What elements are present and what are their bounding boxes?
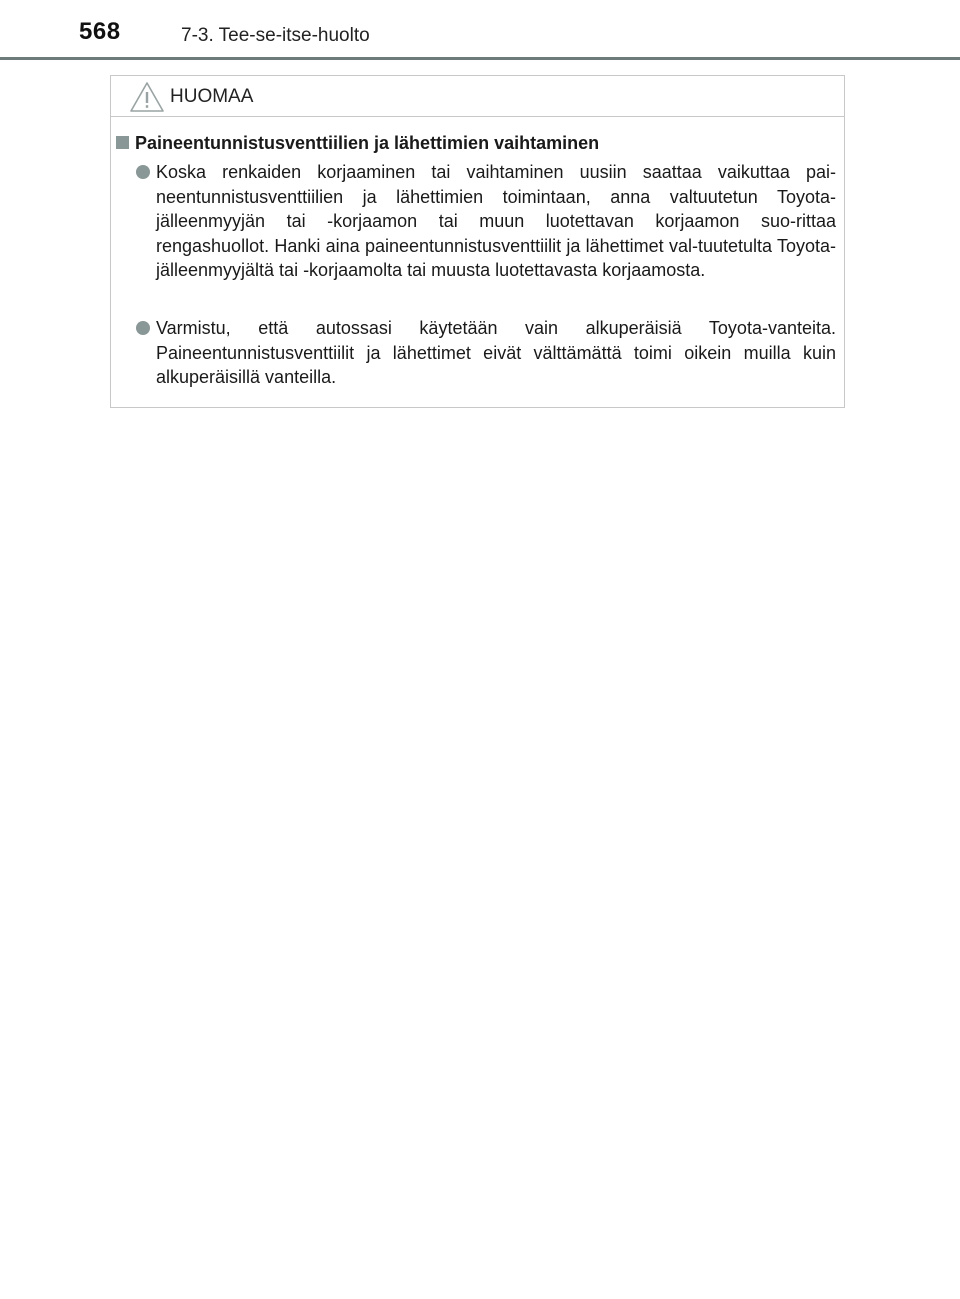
- header-rule: [0, 57, 960, 60]
- caution-item: [136, 316, 836, 390]
- square-bullet-icon: [116, 136, 129, 149]
- caution-item-text: Koska renkaiden korjaaminen tai vaihtaminen uusiin saattaa vaikuttaa pai-neentunnistusventtiilien ja lähettimien toimintaan, anna valtuutetun Toyota-jälleenmyyjän tai -korjaamon tai muun luotettavan korjaamon suo-rittaa rengashuollot. Hanki aina paineentunnistusventtiilit ja lähettimet val-tuutetulta Toyota-jälleenmyyjältä tai -korjaamolta tai muusta luotettavasta korjaamosta.: [156, 162, 836, 280]
- caution-box: [110, 75, 845, 408]
- caution-item-text: Varmistu, että autossasi käytetään vain alkuperäisiä Toyota-vanteita. Paineentunnistusventtiilit ja lähettimet eivät välttämättä toimi oikein muilla kuin alkuperäisillä vanteilla.: [156, 318, 836, 387]
- caution-label: HUOMAA: [170, 86, 254, 107]
- section-title: 7-3. Tee-se-itse-huolto: [181, 25, 370, 46]
- caution-subheading: [116, 133, 834, 154]
- caution-subheading-text: Paineentunnistusventtiilien ja lähettimien vaihtaminen: [135, 133, 600, 153]
- page-number: 568: [79, 18, 121, 45]
- caution-item: [136, 160, 836, 283]
- caution-header: [111, 76, 844, 117]
- bullet-dot-icon: [136, 321, 150, 335]
- warning-triangle-icon: [129, 81, 165, 113]
- page-header: [0, 0, 960, 62]
- bullet-dot-icon: [136, 165, 150, 179]
